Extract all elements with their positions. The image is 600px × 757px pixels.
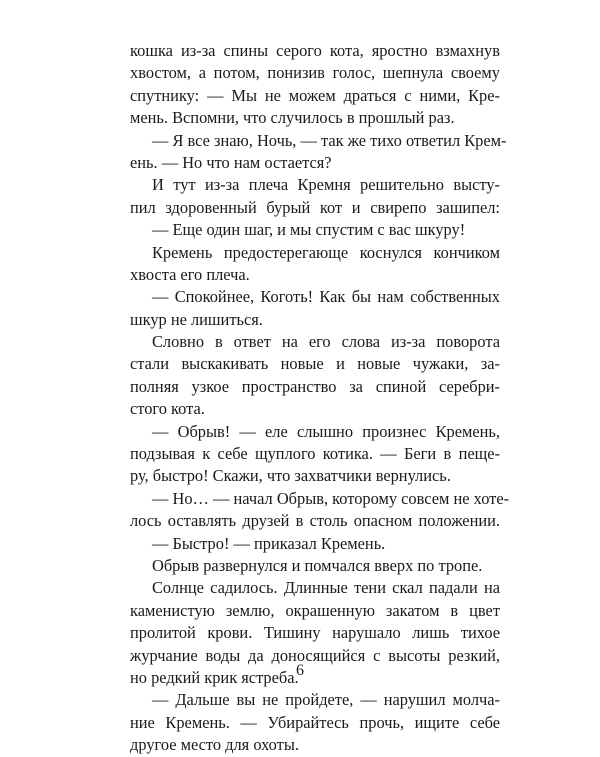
text-line: Обрыв развернулся и помчался вверх по тропе.	[152, 555, 483, 575]
text-line: — Дальше вы не пройдете, — нарушил молча-	[152, 690, 500, 710]
text-line: стали выскакивать новые и новые чужаки, за-	[130, 354, 500, 374]
text-line: пролитой крови. Тишину нарушало лишь тихое	[130, 623, 500, 643]
text-line: И тут из-за плеча Кремня решительно высту-	[152, 175, 500, 195]
text-line: журчание воды да доносящийся с высоты резкий,	[130, 645, 500, 665]
text-line: лось оставлять друзей в столь опасном положении.	[130, 511, 500, 531]
text-line: хвостом, а потом, понизив голос, шепнула своему	[130, 63, 500, 83]
text-line: полняя узкое пространство за спиной серебри-	[130, 376, 500, 396]
text-line: пил здоровенный бурый кот и свирепо зашипел:	[130, 197, 500, 217]
text-line: — Но… — начал Обрыв, которому совсем не хоте-	[152, 488, 510, 508]
text-line: Словно в ответ на его слова из-за поворота	[152, 332, 500, 352]
text-line: Кремень предостерегающе коснулся кончиком	[152, 242, 500, 262]
text-line: — Я все знаю, Ночь, — так же тихо ответил Крем-	[152, 130, 507, 150]
text-line: другое место для охоты.	[130, 735, 299, 755]
text-line: ние Кремень. — Убирайтесь прочь, ищите себе	[130, 712, 500, 732]
page-number: 6	[296, 662, 304, 679]
text-line: но редкий крик ястреба.	[130, 667, 299, 687]
text-line: — Обрыв! — еле слышно произнес Кремень,	[152, 421, 500, 441]
text-line: спутнику: — Мы не можем драться с ними, Кре-	[130, 85, 500, 105]
text-line: хвоста его плеча.	[130, 264, 250, 284]
text-line: — Спокойнее, Коготь! Как бы нам собственных	[152, 287, 500, 307]
text-line: — Быстро! — приказал Кремень.	[152, 533, 386, 553]
text-line: ру, быстро! Скажи, что захватчики вернулись.	[130, 466, 451, 486]
text-line: — Еще один шаг, и мы спустим с вас шкуру!	[152, 220, 466, 240]
text-line: подзывая к себе щуплого котика. — Беги в пеще-	[130, 444, 500, 464]
body-text	[130, 40, 510, 757]
text-line: Солнце садилось. Длинные тени скал падали на	[152, 578, 500, 598]
text-line: стого кота.	[130, 399, 205, 419]
text-line: кошка из-за спины серого кота, яростно взмахнув	[130, 41, 500, 60]
text-line: каменистую землю, окрашенную закатом в цвет	[130, 600, 500, 620]
text-line: мень. Вспомни, что случилось в прошлый раз.	[130, 108, 455, 128]
text-line: ень. — Но что нам остается?	[130, 152, 332, 172]
text-line: шкур не лишиться.	[130, 309, 263, 329]
